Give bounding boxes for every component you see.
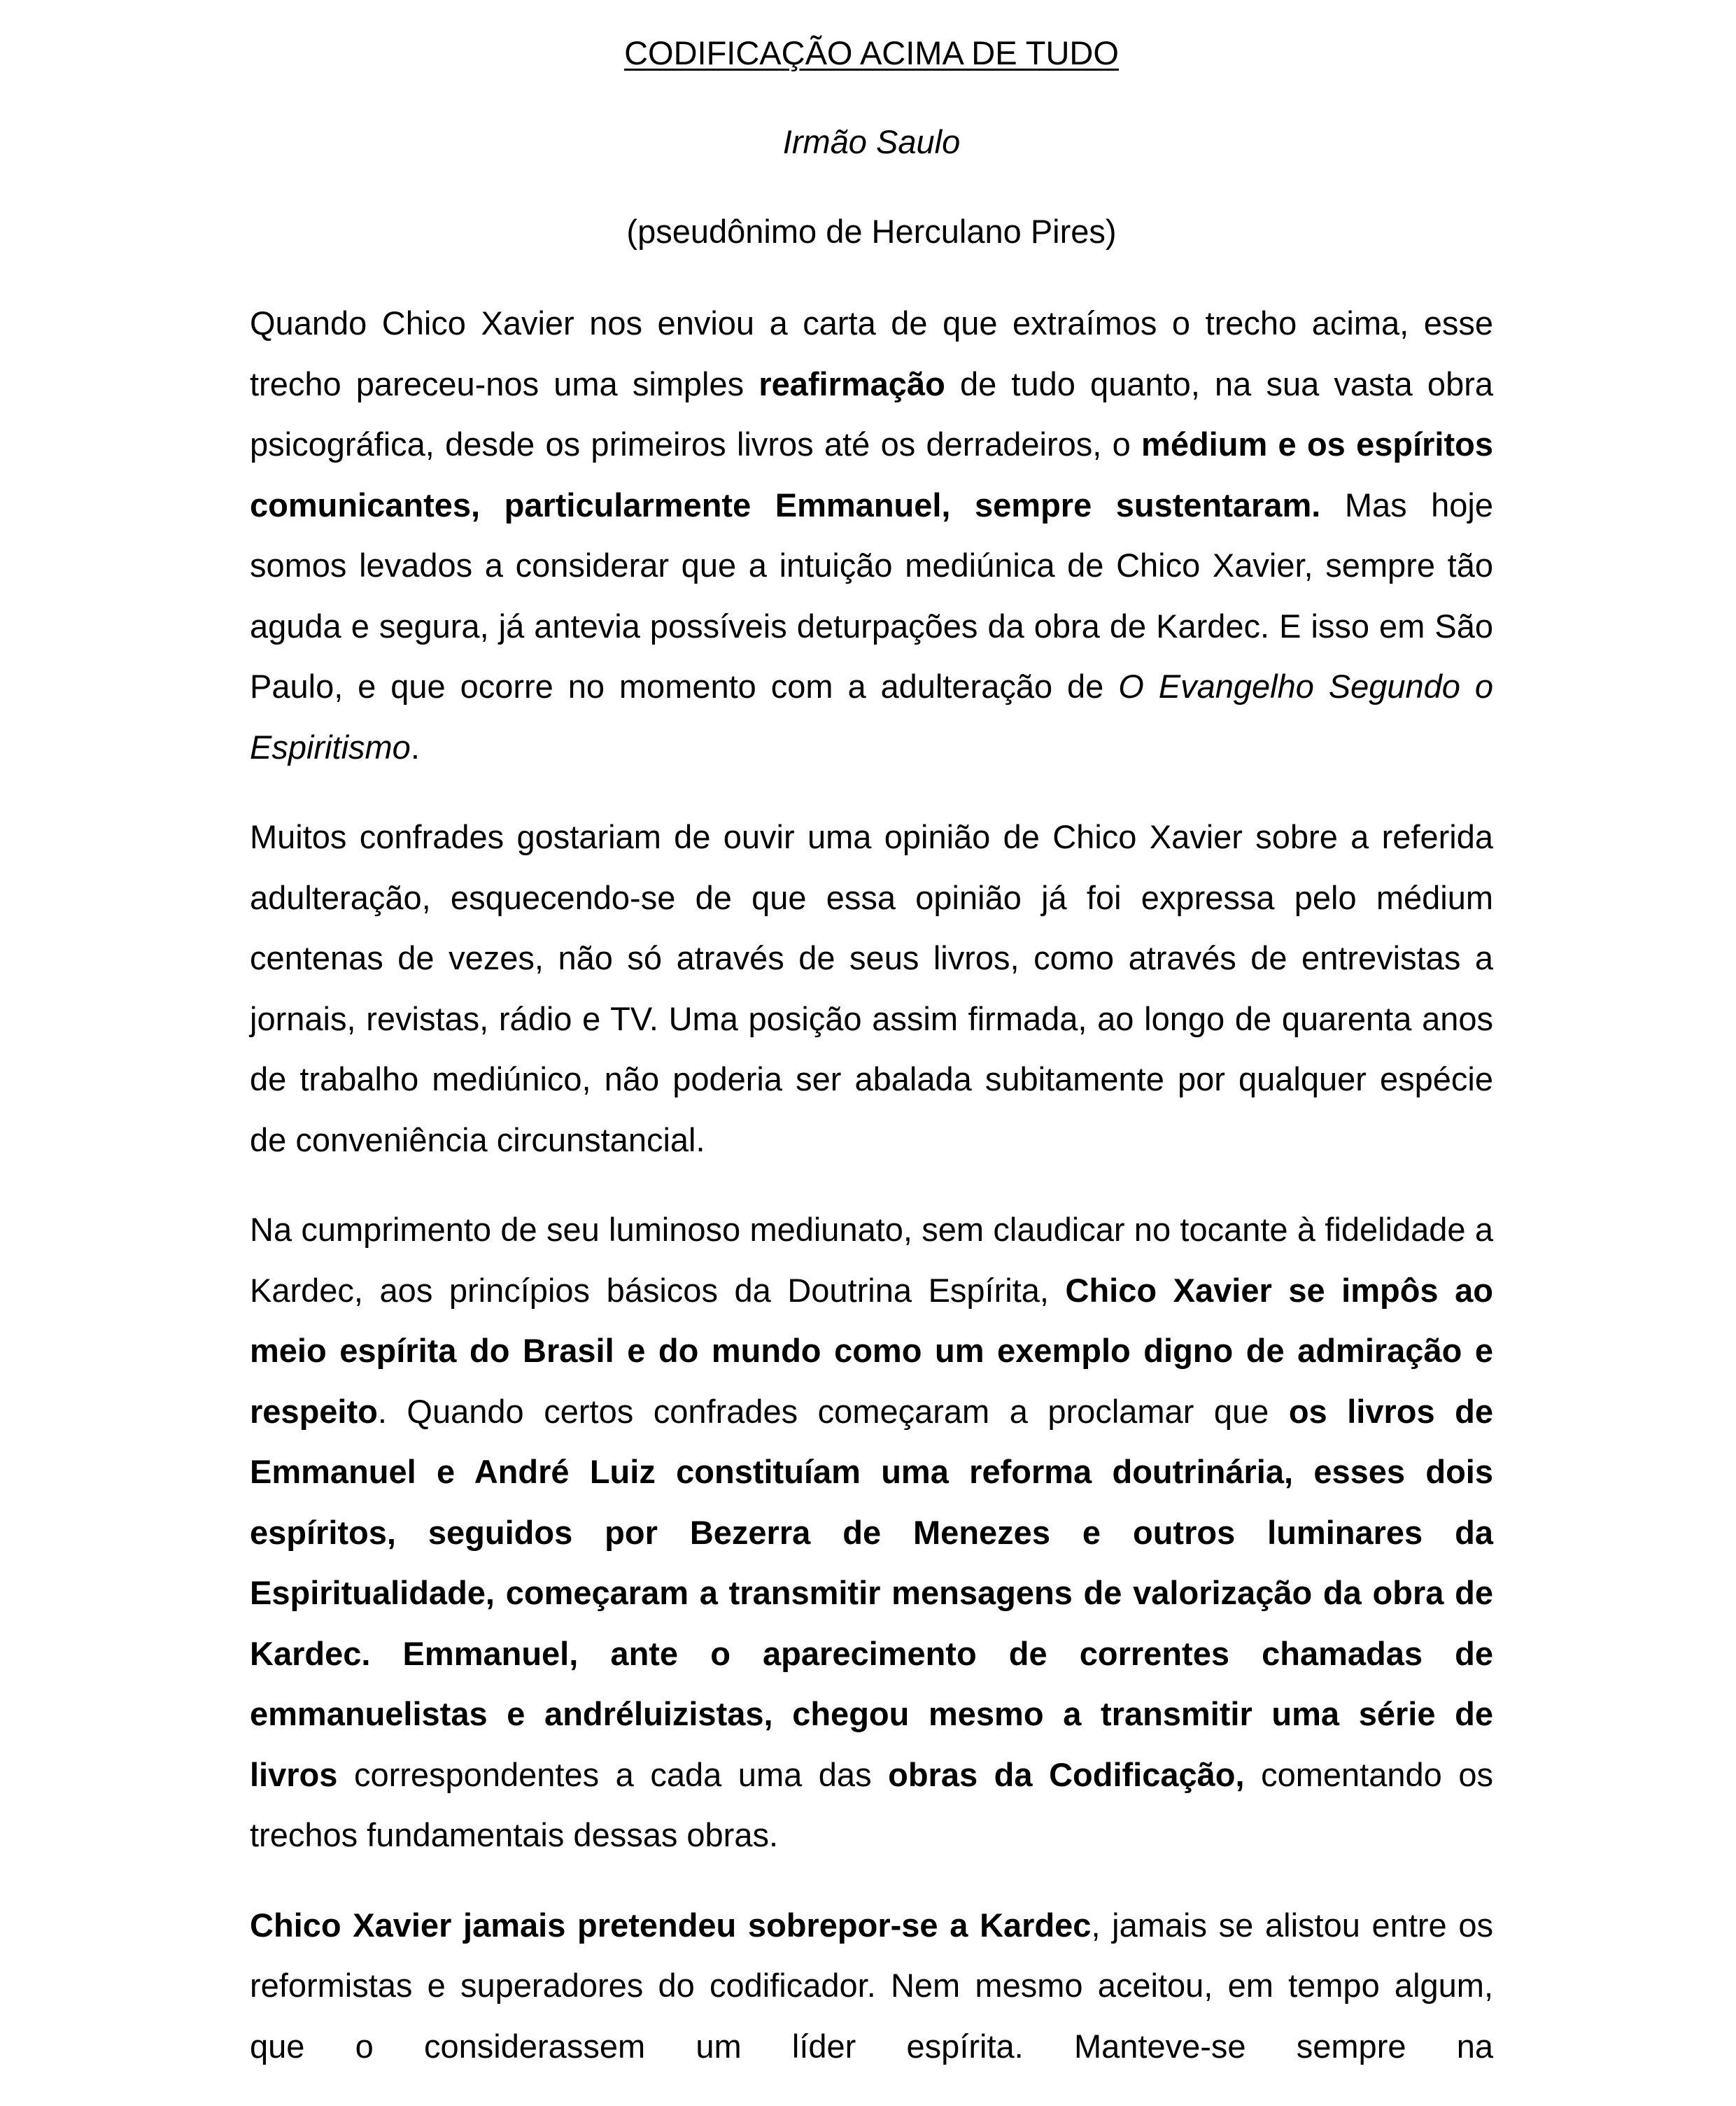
bold-text: reafirmação [758,365,945,402]
paragraph-text: comentando os trechos fundamentais dessas obras. [250,1755,1493,1853]
paragraph-4 [250,1895,1493,2077]
paragraph-1 [250,293,1493,778]
bold-text: Chico Xavier jamais pretendeu sobrepor-se a Kardec [250,1906,1092,1944]
paragraph-text: Na cumprimento de seu luminoso mediunato, sem claudicar no tocante à fidelidade a Kardec, aos princípios básicos da Doutrina Espírita, [250,1211,1493,1309]
paragraph-3 [250,1200,1493,1866]
book-title-italic: O Evangelho Segundo o Espiritismo [250,668,1494,766]
paragraph-text: . Quando certos confrades começaram a proclamar que [377,1392,1289,1430]
paragraph-text: Quando Chico Xavier nos enviou a carta de que extraímos o trecho acima, esse trecho pareceu-nos uma simples [250,304,1493,402]
paragraph-text: , jamais se alistou entre os reformistas e superadores do codificador. Nem mesmo aceitou, em tempo algum, que o considerassem um líder espírita. Manteve-se sempre na [250,1906,1493,2065]
document-title-text: CODIFICAÇÃO ACIMA DE TUDO [624,34,1119,71]
paragraph-text: de tudo quanto, na sua vasta obra psicográfica, desde os primeiros livros até os derradeiros, o [250,365,1493,463]
bold-text: obras da Codificação, [888,1755,1245,1793]
paragraph-text: Muitos confrades gostariam de ouvir uma opinião de Chico Xavier sobre a referida adulteração, esquecendo-se de que essa opinião já foi expressa pelo médium centenas de vezes, não só através de seus livros, como através de entrevistas a jornais, revistas, rádio e TV. Uma posição assim firmada, ao longo de quarenta anos de trabalho mediúnico, não poderia ser abalada subitamente por qualquer espécie de conveniência circunstancial. [250,818,1493,1158]
document-title [250,28,1493,78]
author-name: Irmão Saulo [782,123,961,160]
bold-text: médium e os espíritos comunicantes, particularmente Emmanuel, sempre sustentaram. [250,426,1493,524]
document-page [250,28,1493,2106]
pseudonym-note: (pseudônimo de Herculano Pires) [626,213,1117,250]
paragraph-text: Mas hoje somos levados a considerar que a intuição mediúnica de Chico Xavier, sempre tão aguda e segura, já antevia possíveis deturpações da obra de Kardec. E isso em São Paulo, e que ocorre no momento com a adulteração de [250,486,1493,705]
bold-text: Chico Xavier se impôs ao meio espírita do Brasil e do mundo como um exemplo digno de admiração e respeito [250,1271,1493,1430]
paragraph-text: . [410,728,420,766]
bold-text: os livros de Emmanuel e André Luiz constituíam uma reforma doutrinária, esses dois espíritos, seguidos por Bezerra de Menezes e outros luminares da Espiritualidade, começaram a transmitir mensagens de valorização da obra de Kardec. Emmanuel, ante o aparecimento de correntes chamadas de emmanuelistas e andréluizistas, chegou mesmo a transmitir uma série de livros [250,1392,1493,1793]
paragraph-text: correspondentes a cada uma das [337,1755,889,1793]
paragraph-2 [250,807,1493,1170]
